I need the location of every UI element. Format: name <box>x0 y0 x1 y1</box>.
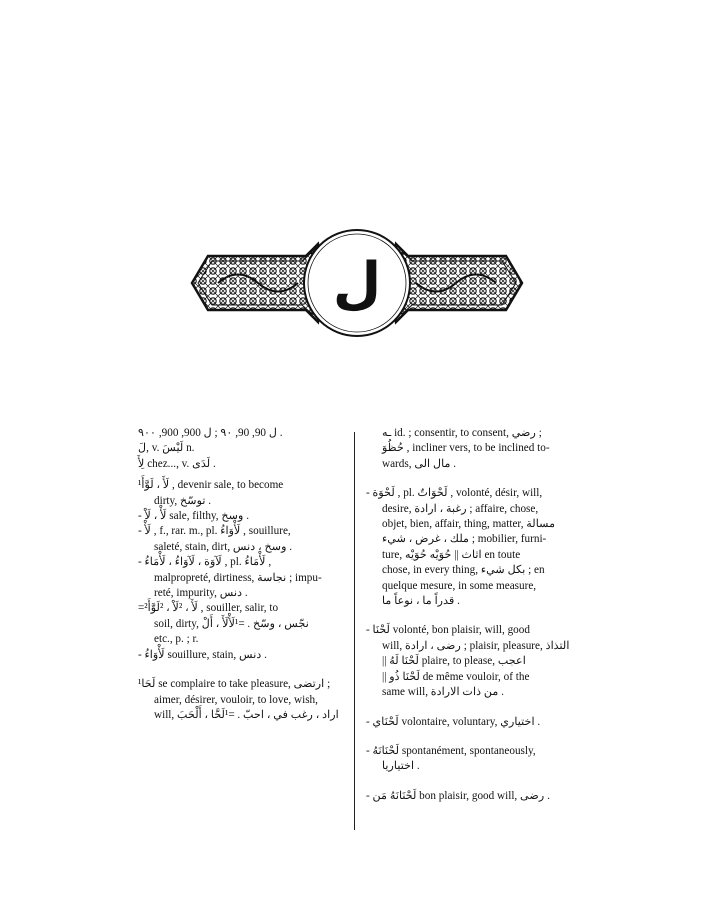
entry-line: - لَحْنَانَهُ مَن bon plaisir, good will, رضى . <box>366 789 550 802</box>
entry-line: reté, impurity, دنس . <box>154 587 248 600</box>
entry-line: - لَحْنَاي volontaire, voluntary, اختياري . <box>366 715 541 728</box>
entry-line: ل 90, 90, ٩٠ ; ل 900, 900, ٩٠٠ . <box>138 427 283 439</box>
dictionary-entry <box>366 486 586 609</box>
entry-line: same will, من ذات الارادة . <box>382 686 504 699</box>
entry-line: لَ, v. لَيْسَ n. <box>138 442 195 455</box>
dictionary-entry <box>366 426 586 472</box>
entry-line: desire, رغبة ، ارادة ; affaire, chose, <box>382 502 539 515</box>
dictionary-entry <box>366 715 586 730</box>
ornament-center-medallion <box>304 230 410 336</box>
entry-line: soil, dirty, نجّس ، وسّخ . =¹لَأْلَأَ ، أَلْ <box>154 617 309 630</box>
entry-line: || لَحْنَا لَهُ plaire, to please, اعجب <box>382 655 526 668</box>
entry-line: اختياريا . <box>382 760 420 773</box>
dictionary-entry <box>138 426 344 472</box>
entry-line: quelque mesure, in some measure, <box>382 579 537 592</box>
entry-line: objet, bien, affair, thing, matter, مسالة <box>382 518 556 531</box>
entry-line: - لَأْ , f., rar. m., pl. لَأْوَاءُ , souillure, <box>138 525 291 538</box>
entry-line: لِأَ chez..., v. لَدَى . <box>138 457 216 470</box>
dictionary-entry <box>138 478 344 663</box>
entry-line: dirty, توسّخ . <box>154 494 212 507</box>
dictionary-entry <box>138 677 344 723</box>
entry-line: - لَأْ ، لَاْ sale, filthy, وسخ . <box>138 510 249 523</box>
entry-line: wards, مال الى . <box>382 457 457 470</box>
entry-line: قدراً ما ، نوعاً ما . <box>382 595 460 608</box>
chapter-letter: ل <box>332 251 382 316</box>
chapter-ornament <box>188 226 526 340</box>
entry-line: - لَحْوَة , pl. لَحْوَاتٌ , volonté, désir, will, <box>366 487 543 500</box>
entry-line: chose, in every thing, بكل شيء ; en <box>382 564 545 577</box>
entry-line: - لَأْوَاءُ souillure, stain, دنس . <box>138 648 267 661</box>
entry-line: saleté, stain, dirt, وسخ ، دنس . <box>154 540 293 553</box>
dictionary-entry <box>366 744 586 775</box>
entry-line: will, اراد ، رغب في ، احبّ . =¹لَحَّا ، أَلْحَبَ <box>154 708 339 721</box>
entry-line: - لَحْنَانَهُ spontanément, spontaneously, <box>366 744 536 757</box>
entry-line: malpropreté, dirtiness, نجاسة ; impu- <box>154 571 322 584</box>
entry-line: ture, اثاث || حُوَيْه حُوَيْه en toute <box>382 548 521 561</box>
entry-line: etc., p. ; r. <box>154 633 199 646</box>
entry-line: ـه id. ; consentir, to consent, رضي ; <box>382 427 542 439</box>
entry-line: =²لَأَ ، ²لَاْ ، ²لَوَّأَ , souiller, salir, to <box>138 602 279 615</box>
dictionary-entry <box>366 789 586 804</box>
entry-line: - لَحْنَا volonté, bon plaisir, will, good <box>366 624 530 637</box>
entry-line: ملك ، غرض ، شيء ; mobilier, furni- <box>382 533 547 546</box>
entry-line: || لَحْنَا ذُو de même vouloir, of the <box>382 670 530 683</box>
entry-line: aimer, désirer, vouloir, to love, wish, <box>154 693 318 706</box>
right-column <box>366 426 586 818</box>
column-divider <box>354 432 355 830</box>
left-column <box>138 426 344 737</box>
dictionary-entry <box>366 623 586 700</box>
entry-line: ¹لَأَ ، لَوَّأَ , devenir sale, to become <box>138 479 284 492</box>
entry-line: - لَآوَة ، لَآوَاءُ ، لَأْمَاءُ , pl. لَأْمَاءُ , <box>138 556 272 569</box>
entry-line: will, رضى ، ارادة ; plaisir, pleasure, التذاذ <box>382 639 570 652</box>
entry-line: ¹لَحَا se complaire to take pleasure, ارتضى ; <box>138 678 331 691</box>
entry-line: حُظُوَ , incliner vers, to be inclined to- <box>382 442 550 455</box>
